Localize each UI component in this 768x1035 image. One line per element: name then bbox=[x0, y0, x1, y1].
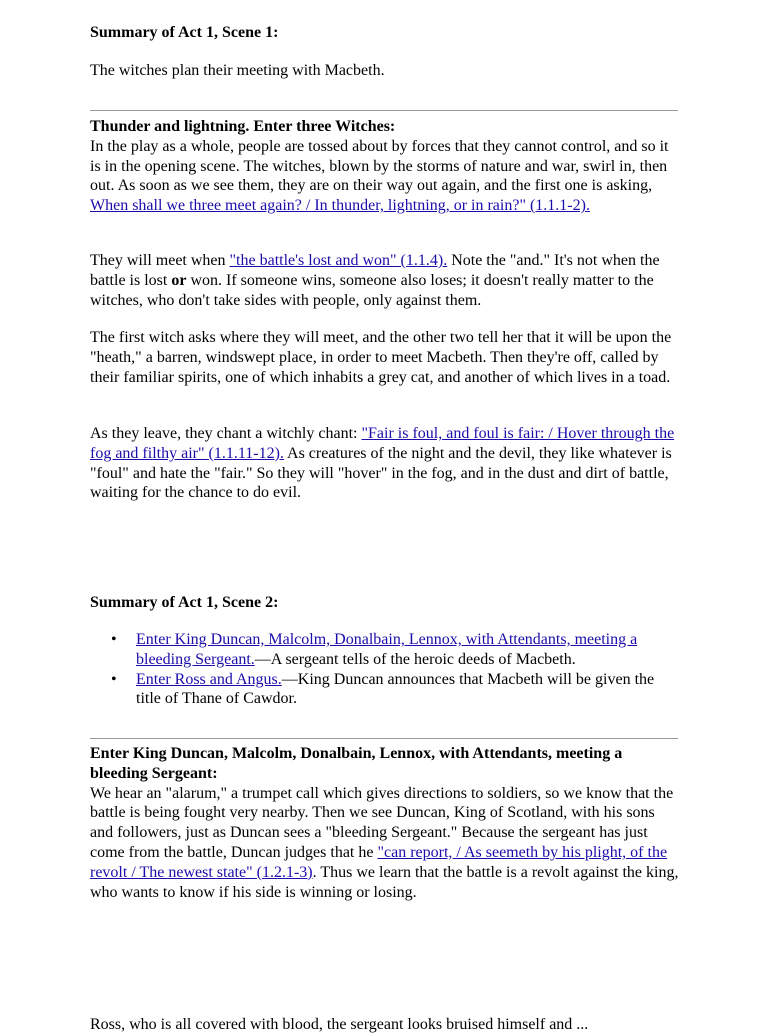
scene1-paragraph-1: In the play as a whole, people are tossed about by forces that they cannot control, and so it is in the opening scene. The witches, blown by the storms of nature and war, swirl in, then out. As soon as we see them, they are on their way out again, and the first one is asking, When shall we three meet again? / In thunder, lightning, or in rain?" (1.1.1-2). bbox=[90, 137, 669, 215]
quote-link-fair-is-foul[interactable]: "Fair is foul, and foul is fair: / Hover through the fog and filthy air" (1.1.11-12). bbox=[90, 425, 675, 462]
quote-link-can-report[interactable]: "can report, / As seemeth by his plight, of the revolt / The newest state" (1.2.1-3) bbox=[90, 843, 668, 881]
scene1-paragraph-3: The first witch asks where they will meet, and the other two tell her that it will be upon the "heath," a barren, windswept place, in order to meet Macbeth. Then they're off, called by their familiar spirits, one of which inhabits a grey cat, and another of which lives in a toad. bbox=[90, 329, 672, 386]
scene1-summary: The witches plan their meeting with Macbeth. bbox=[90, 62, 385, 79]
scene2-list bbox=[90, 630, 680, 709]
list-item: • Enter Ross and Angus.—King Duncan announces that Macbeth will be given the title of Thane of Cawdor. bbox=[136, 670, 680, 710]
quote-link-battle-lost-and-won[interactable]: "the battle's lost and won" (1.1.4). bbox=[229, 252, 448, 269]
scene2-heading: Summary of Act 1, Scene 2: bbox=[90, 594, 279, 611]
scene2-subheading: Enter King Duncan, Malcolm, Donalbain, Lennox, with Attendants, meeting a bleeding Sergeant: bbox=[90, 745, 623, 782]
link-enter-ross-and-angus[interactable]: Enter Ross and Angus. bbox=[136, 670, 282, 688]
list-item: • Enter King Duncan, Malcolm, Donalbain, Lennox, with Attendants, meeting a bleeding Sergeant.—A sergeant tells of the heroic deeds of Macbeth. bbox=[136, 630, 680, 670]
divider bbox=[90, 738, 678, 739]
scene1-paragraph-2: They will meet when "the battle's lost and won" (1.1.4). Note the "and." It's not when the battle is lost or won. If someone wins, someone also loses; it doesn't really matter to the witches, who don't take sides with people, only against them. bbox=[90, 252, 660, 309]
quote-link-when-shall-we-meet[interactable]: When shall we three meet again? / In thunder, lightning, or in rain?" (1.1.1-2). bbox=[90, 197, 590, 215]
divider bbox=[90, 110, 678, 111]
scene1-subheading: Thunder and lightning. Enter three Witches: bbox=[90, 118, 396, 135]
scene1-heading: Summary of Act 1, Scene 1: bbox=[90, 24, 279, 41]
cutoff-paragraph: Ross, who is all covered with blood, the sergeant looks bruised himself and ... bbox=[90, 1016, 589, 1033]
link-enter-king-duncan[interactable]: Enter King Duncan, Malcolm, Donalbain, Lennox, with Attendants, meeting a bleeding Sergeant. bbox=[136, 631, 638, 668]
scene1-paragraph-4: As they leave, they chant a witchly chant: "Fair is foul, and foul is fair: / Hover through the fog and filthy air" (1.1.11-12). As creatures of the night and the devil, they like whatever is "foul" and hate the "fair." So they will "hover" in the fog, and in the dust and dirt of battle, waiting for the chance to do evil. bbox=[90, 425, 675, 502]
scene2-paragraph-1: We hear an "alarum," a trumpet call which gives directions to soldiers, so we know that the battle is being fought very nearby. Then we see Duncan, King of Scotland, with his sons and followers, just as Duncan sees a "bleeding Sergeant." Because the sergeant has just come from the battle, Duncan judges that he "can report, / As seemeth by his plight, of the revolt / The newest state" (1.2.1-3). Thus we learn that the battle is a revolt against the king, who wants to know if his side is winning or losing. bbox=[90, 784, 679, 901]
